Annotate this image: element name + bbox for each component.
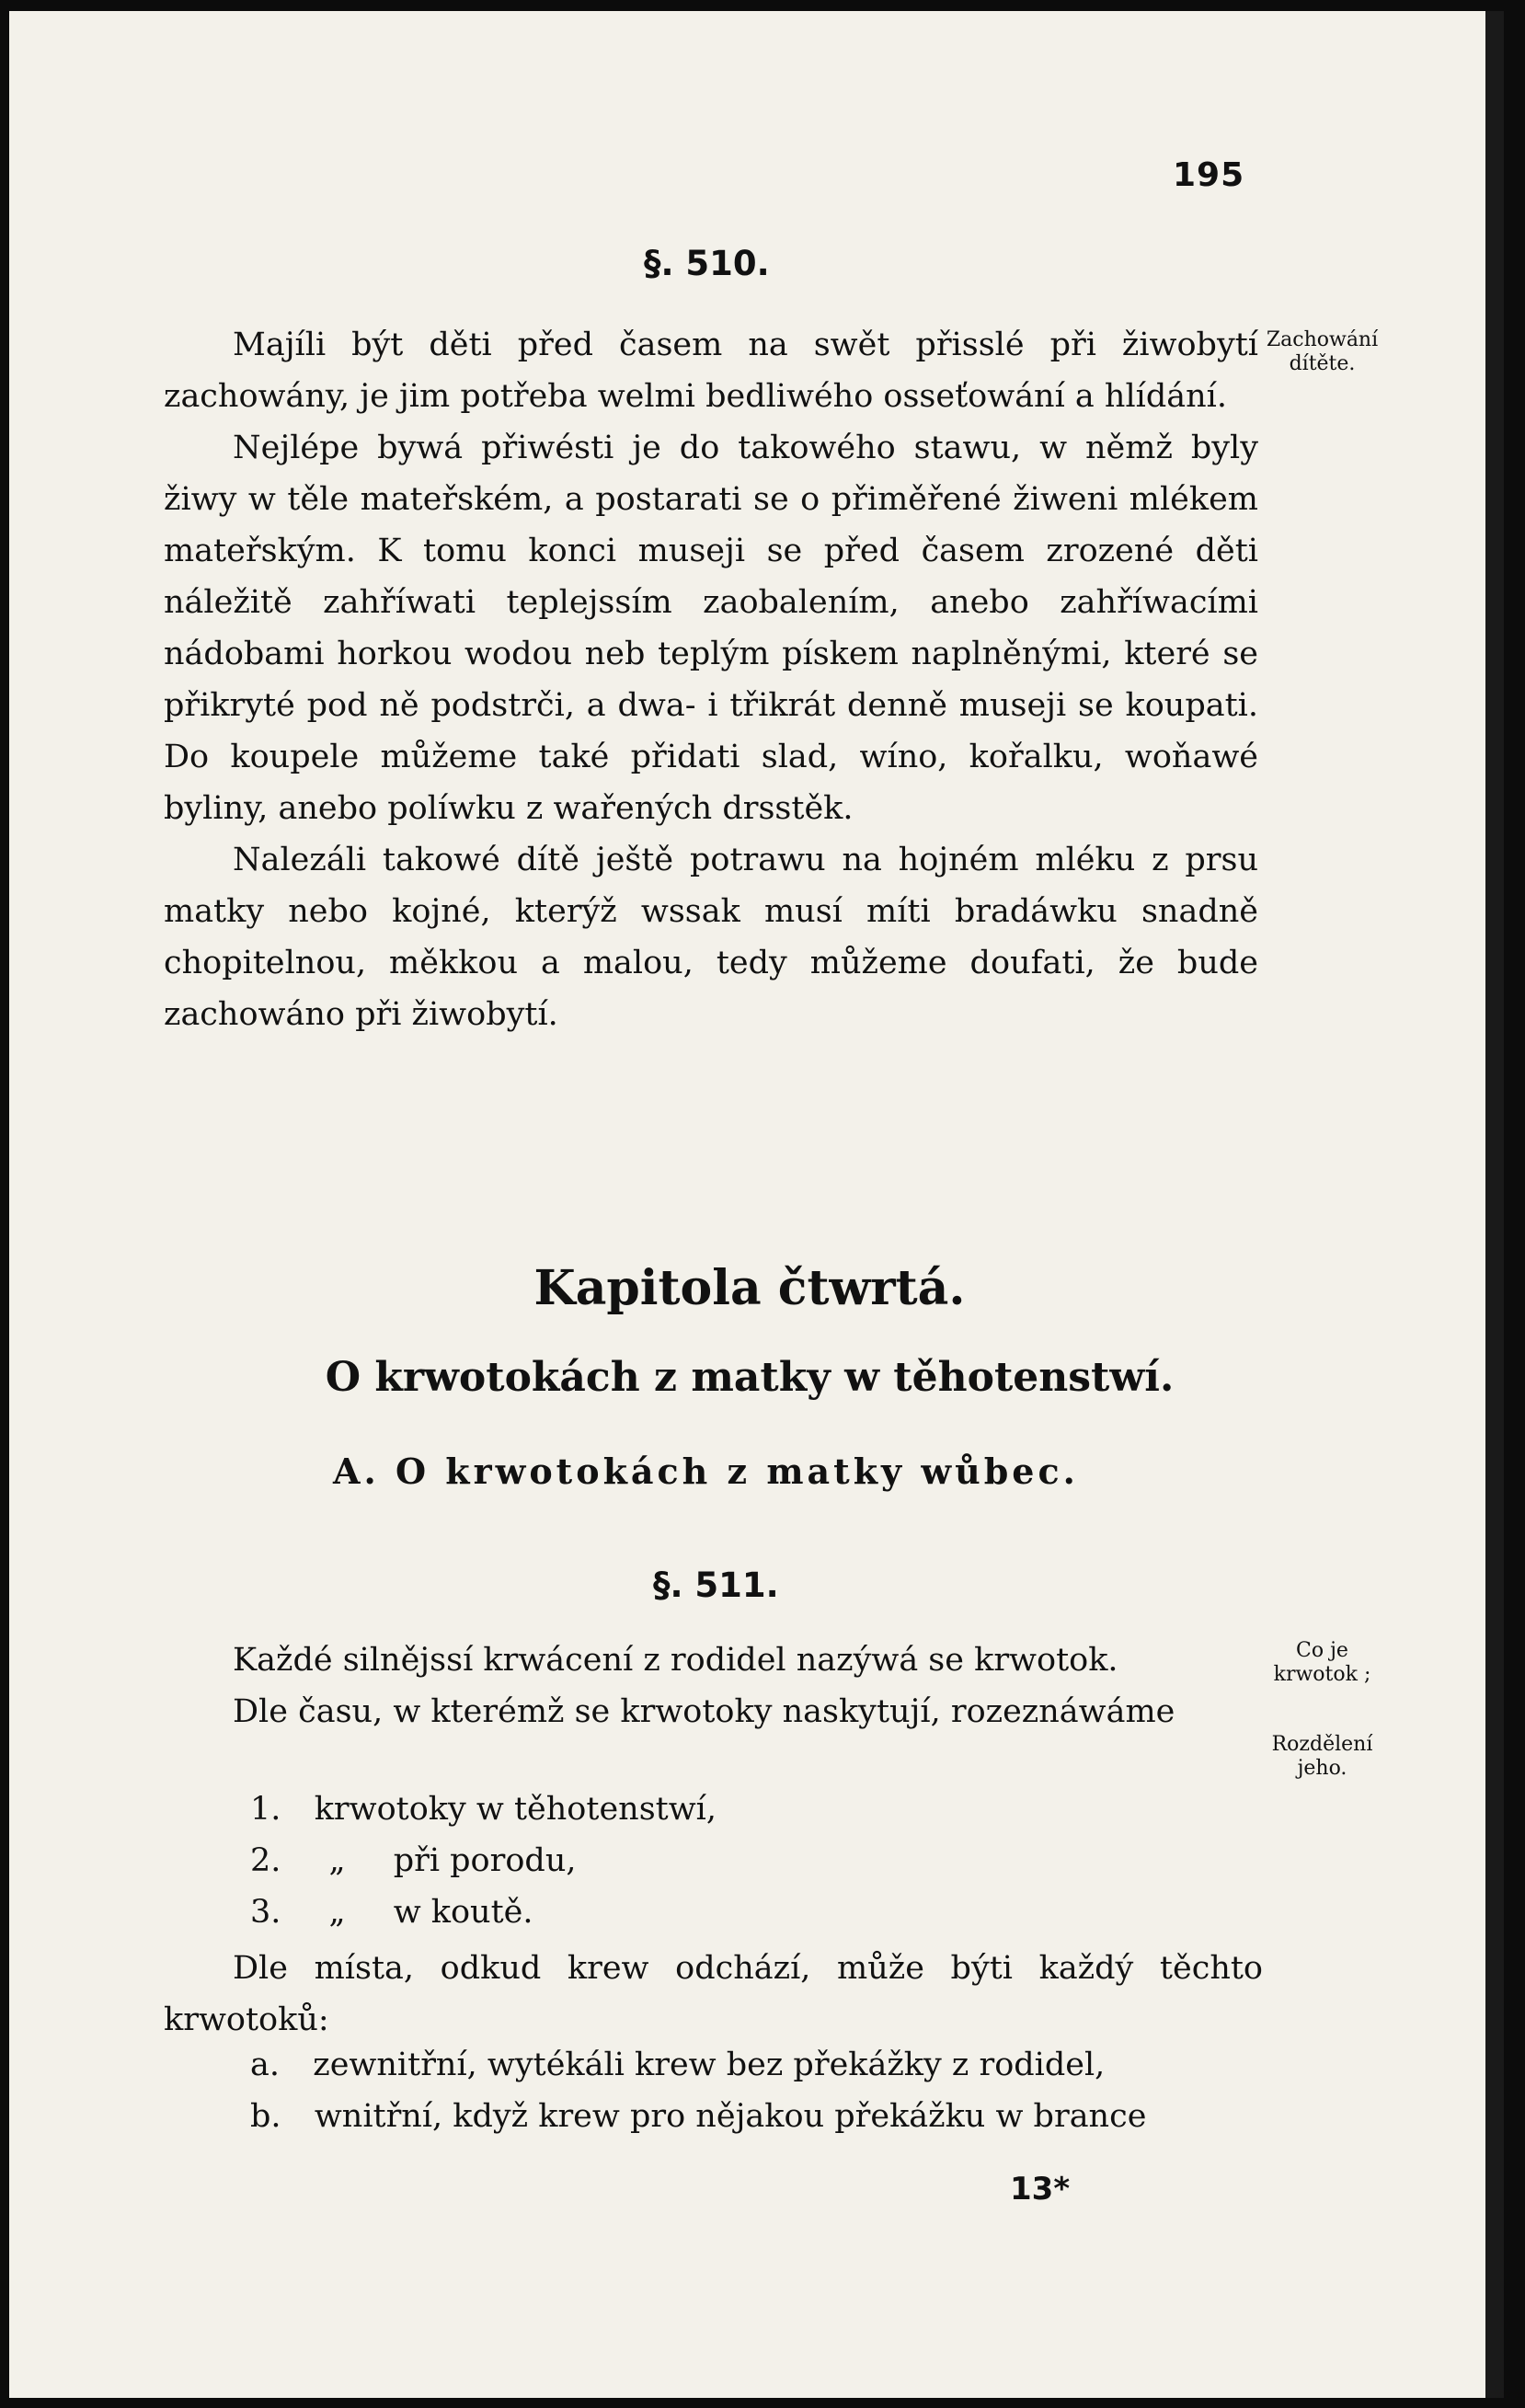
section-511-heading: §. 511. (653, 1565, 779, 1605)
signature-mark: 13* (1010, 2171, 1071, 2207)
section-title: O krwotokách z matky w těhotenstwí. (325, 1354, 1175, 1401)
list-text: při porodu, (393, 1842, 577, 1879)
section-511-intro (164, 1634, 1263, 1737)
list-label: b. (250, 2098, 281, 2135)
ditto-mark: „ (328, 1842, 346, 1879)
book-page (9, 11, 1504, 2398)
paragraph-2: Nejlépe bywá přiwésti je do takowého stawu, w němž byly žiwy w těle mateřském, a postarati se o přiměřené žiweni mlékem mateřským. K tomu konci museji se před časem zrozené děti náležitě zahříwati teplejssím zaobalením, anebo zahříwacími nádobami horkou wodou neb teplým pískem naplněnými, které se přikryté pod ně podstrči, a dwa- i třikrát denně museji se koupati. Do koupele můžeme také přidati slad, wíno, kořalku, woňawé byliny, anebo políwku z wařených drsstěk. (164, 430, 1258, 827)
list-item-place-a (250, 2047, 1105, 2083)
chapter-title: Kapitola čtwrtá. (533, 1260, 966, 1316)
list-item-place-b (250, 2098, 1146, 2135)
list-label: a. (250, 2047, 280, 2083)
margin-note-zachowani: Zachowání dítěte. (1266, 328, 1379, 375)
section-510-heading: §. 510. (644, 244, 770, 283)
paragraph-3: Nalezáli takowé dítě ještě potrawu na hojném mléku z prsu matky nebo kojné, kterýž wssak musí míti bradáwku snadně chopitelnou, měkkou a malou, tedy můžeme doufati, že bude zachowáno při žiwobytí. (164, 842, 1258, 1033)
list-item-time-1 (250, 1791, 717, 1828)
scan-edge (1485, 11, 1504, 2398)
paragraph-1: Majíli být děti před časem na swět přisslé při žiwobytí zachowány, je jim potřeba welmi bedliwého osseťowání a hlídání. (164, 327, 1258, 415)
intro-paragraph: Každé silnějssí krwácení z rodidel nazýwá se krwotok. (233, 1642, 1118, 1679)
margin-note-krwotok: Co je krwotok ; (1273, 1639, 1371, 1686)
list-text: zewnitřní, wytékáli krew bez překážky z rodidel, (313, 2047, 1106, 2083)
list-number: 3. (250, 1894, 281, 1931)
section-511-place (164, 1943, 1263, 2046)
list-text: wnitřní, když krew pro nějakou překážku w brance (314, 2098, 1147, 2135)
list-item-time-2 (250, 1842, 577, 1879)
section-510-body (164, 319, 1258, 1040)
page-number: 195 (1173, 156, 1245, 194)
ditto-mark: „ (328, 1894, 346, 1931)
place-paragraph: Dle místa, odkud krew odchází, může býti každý těchto krwotoků: (164, 1950, 1263, 2038)
list-number: 2. (250, 1842, 281, 1879)
list-item-time-3 (250, 1894, 533, 1931)
subsection-title: A. O krwotokách z matky wůbec. (333, 1451, 1079, 1492)
time-paragraph: Dle času, w kterémž se krwotoky naskytují, rozeznáwáme (233, 1693, 1175, 1730)
margin-note-rozdeleni: Rozdělení jeho. (1271, 1733, 1373, 1780)
list-number: 1. (250, 1791, 281, 1828)
list-text: w koutě. (393, 1894, 533, 1931)
list-text: krwotoky w těhotenstwí, (314, 1791, 717, 1828)
